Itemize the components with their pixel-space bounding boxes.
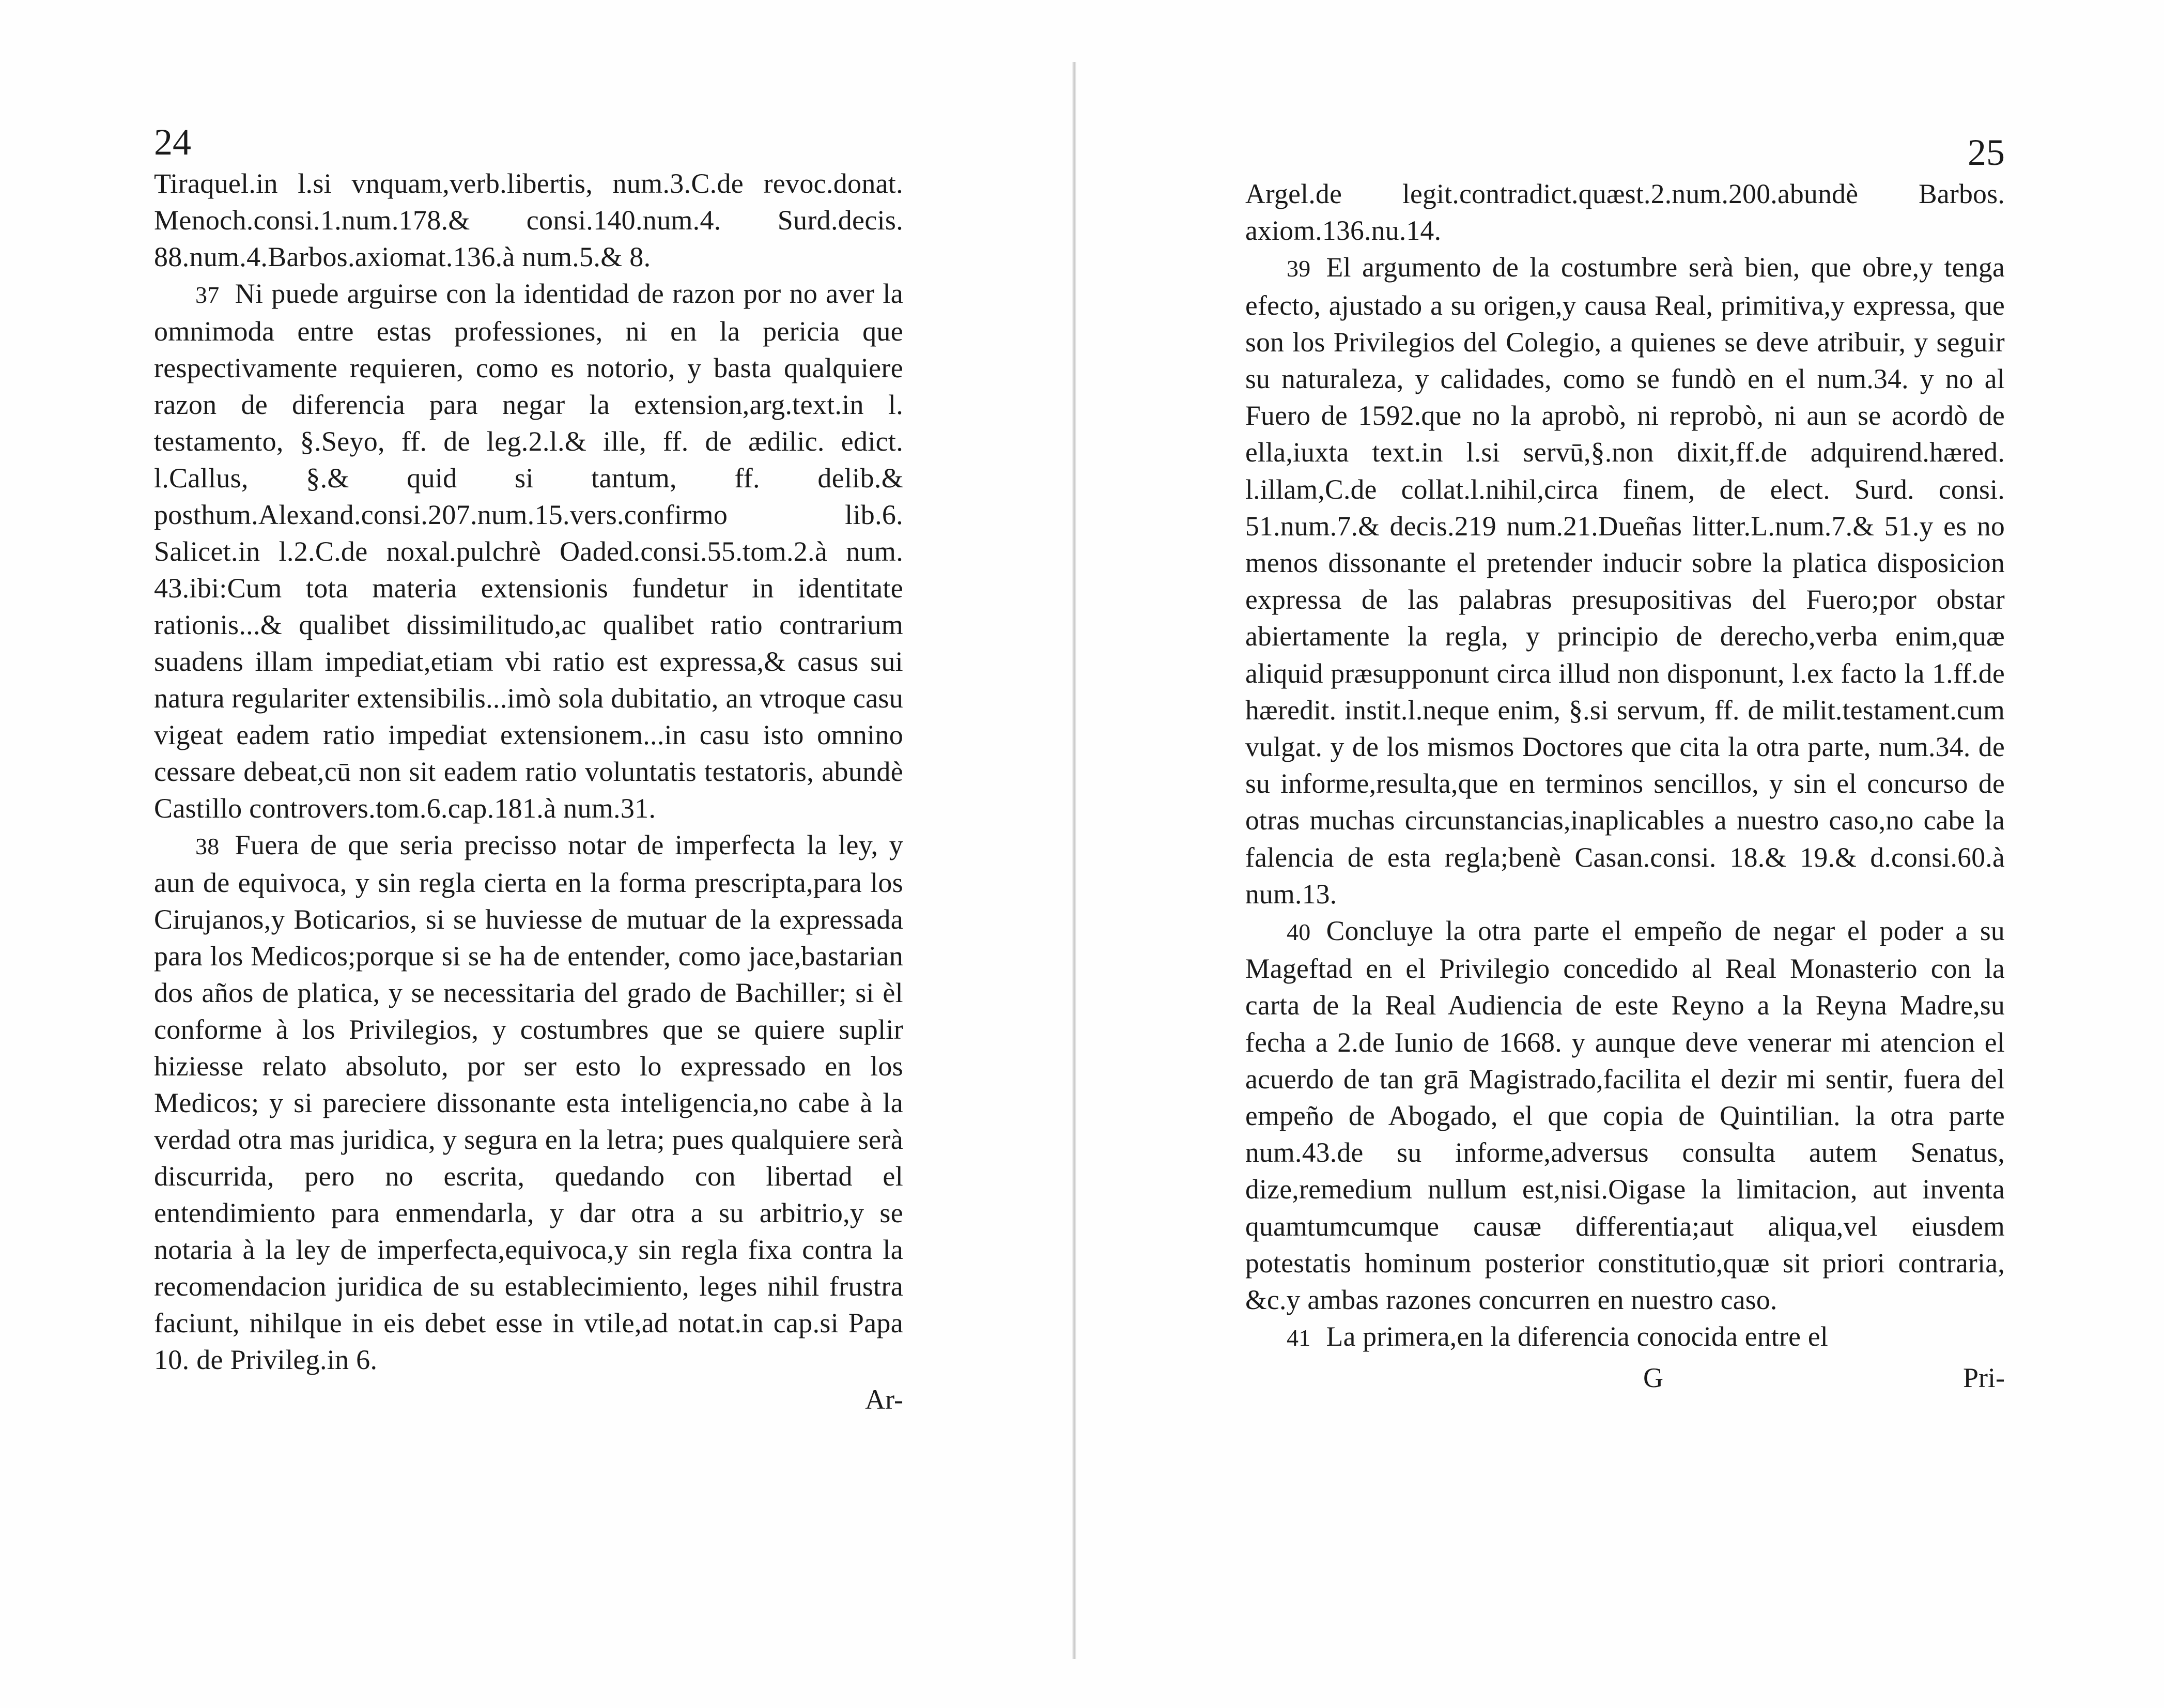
- paragraph-number: 38: [195, 833, 220, 859]
- paragraph-number: 39: [1287, 255, 1311, 282]
- paragraph-number: 41: [1287, 1325, 1311, 1351]
- paragraph-text: La primera,en la diferencia conocida entre el: [1326, 1321, 1829, 1352]
- left-page: [154, 119, 903, 1618]
- paragraph-number: 40: [1287, 919, 1311, 946]
- page-text: [1245, 176, 2005, 1357]
- signature-mark: G: [1643, 1362, 1663, 1393]
- catchword: Ar-: [865, 1384, 903, 1415]
- catchword: Pri-: [1963, 1362, 2005, 1393]
- paragraph: [1245, 1318, 2005, 1356]
- paragraph: [154, 165, 903, 275]
- paragraph-number: 37: [195, 282, 220, 308]
- paragraph: [154, 275, 903, 827]
- paragraph: [154, 827, 903, 1378]
- right-page: [1245, 129, 2005, 1628]
- paragraph-text: Tiraquel.in l.si vnquam,verb.libertis, num.3.C.de revoc.donat. Menoch.consi.1.num.178.& consi.140.num.4. Surd.decis. 88.num.4.Barbos.axiomat.136.à num.5.& 8.: [154, 168, 903, 272]
- page-footer: [1245, 1360, 2005, 1396]
- page-footer: [154, 1381, 903, 1418]
- page-number: 24: [154, 121, 191, 163]
- paragraph-text: Argel.de legit.contradict.quæst.2.num.200.abundè Barbos. axiom.136.nu.14.: [1245, 178, 2005, 247]
- book-gutter: [1072, 62, 1076, 1659]
- paragraph-text: El argumento de la costumbre serà bien, que obre,y tenga efecto, ajustado a su origen,y causa Real, primitiva,y expressa, que son los Privilegios del Colegio, a quienes se deve atribuir, y seguir su naturaleza, y calidades, como se fundò en el num.34. y no al Fuero de 1592.que no la aprobò, ni reprobò, ni aun se acordò de ella,iuxta text.in l.si servū,§.non dixit,ff.de adquirend.hæred. l.illam,C.de collat.l.nihil,circa finem, de elect. Surd. consi. 51.num.7.& decis.219 num.21.Dueñas litter.L.num.7.& 51.y es no menos dissonante el pretender inducir sobre la platica disposicion expressa de las palabras presupositivas del Fuero;por obstar abiertamente la regla, y principio de derecho,verba enim,quæ aliquid præsupponunt circa illud non disponunt, l.ex facto la 1.ff.de hæredit. instit.l.neque enim, §.si servum, ff. de milit.testament.cum vulgat. y de los mismos Doctores que cita la otra parte, num.34. de su informe,resulta,que en terminos sencillos, y sin el concurso de otras muchas circunstancias,inaplicables a nuestro caso,no cabe la falencia de esta regla;benè Casan.consi. 18.& 19.& d.consi.60.à num.13.: [1245, 252, 2005, 910]
- page-number: 25: [1968, 132, 2005, 173]
- paragraph-text: Concluye la otra parte el empeño de negar el poder a su Mageftad en el Privilegio concedido al Real Monasterio con la carta de la Real Audiencia de este Reyno a la Reyna Madre,su fecha a 2.de Iunio de 1668. y aunque deve venerar mi atencion el acuerdo de tan grā Magistrado,facilita el dezir mi sentir, fuera del empeño de Abogado, el que copia de Quintilian. la otra parte num.43.de su informe,adversus consulta autem Senatus, dize,remedium nullum est,nisi.Oigase la limitacion, aut inventa quamtumcumque causæ differentia;aut aliqua,vel eiusdem potestatis hominum posterior constitutio,quæ sit priori contraria, &c.y ambas razones concurren en nuestro caso.: [1245, 915, 2005, 1316]
- page-text: [154, 165, 903, 1378]
- paragraph: [1245, 249, 2005, 913]
- paragraph-text: Ni puede arguirse con la identidad de razon por no aver la omnimoda entre estas professiones, ni en la pericia que respectivamente requieren, como es notorio, y basta qualquiere razon de diferencia para negar la extension,arg.text.in l. testamento, §.Seyo, ff. de leg.2.l.& ille, ff. de ædilic. edict. l.Callus, §.& quid si tantum, ff. delib.& posthum.Alexand.consi.207.num.15.vers.confirmo lib.6. Salicet.in l.2.C.de noxal.pulchrè Oaded.consi.55.tom.2.à num. 43.ibi:Cum tota materia extensionis fundetur in identitate rationis...& qualibet dissimilitudo,ac qualibet ratio contrarium suadens illam impediat,etiam vbi ratio est expressa,& casus sui natura regulariter extensibilis...imò sola dubitatio, an vtroque casu vigeat eadem ratio impediat extensionem...in casu isto omnino cessare debeat,cū non sit eadem ratio voluntatis testatoris, abundè Castillo controvers.tom.6.cap.181.à num.31.: [154, 278, 903, 824]
- paragraph-text: Fuera de que seria precisso notar de imperfecta la ley, y aun de equivoca, y sin regla cierta en la forma prescripta,para los Cirujanos,y Boticarios, si se huviesse de mutuar de la expressada para los Medicos;porque si se ha de entender, como jace,bastarian dos años de platica, y se necessitaria del grado de Bachiller; si èl conforme à los Privilegios, y costumbres que se quiere suplir hiziesse relato absoluto, por ser esto lo expressado en los Medicos; y si pareciere dissonante esta inteligencia,no cabe à la verdad otra mas juridica, y segura en la letra; pues qualquiere serà discurrida, pero no escrita, quedando con libertad el entendimiento para enmendarla, y dar otra a su arbitrio,y se notaria à la ley de imperfecta,equivoca,y sin regla fixa contra la recomendacion juridica de su establecimiento, leges nihil frustra faciunt, nihilque in eis debet esse in vtile,ad notat.in cap.si Papa 10. de Privileg.in 6.: [154, 829, 903, 1375]
- paragraph: [1245, 913, 2005, 1318]
- paragraph: [1245, 176, 2005, 249]
